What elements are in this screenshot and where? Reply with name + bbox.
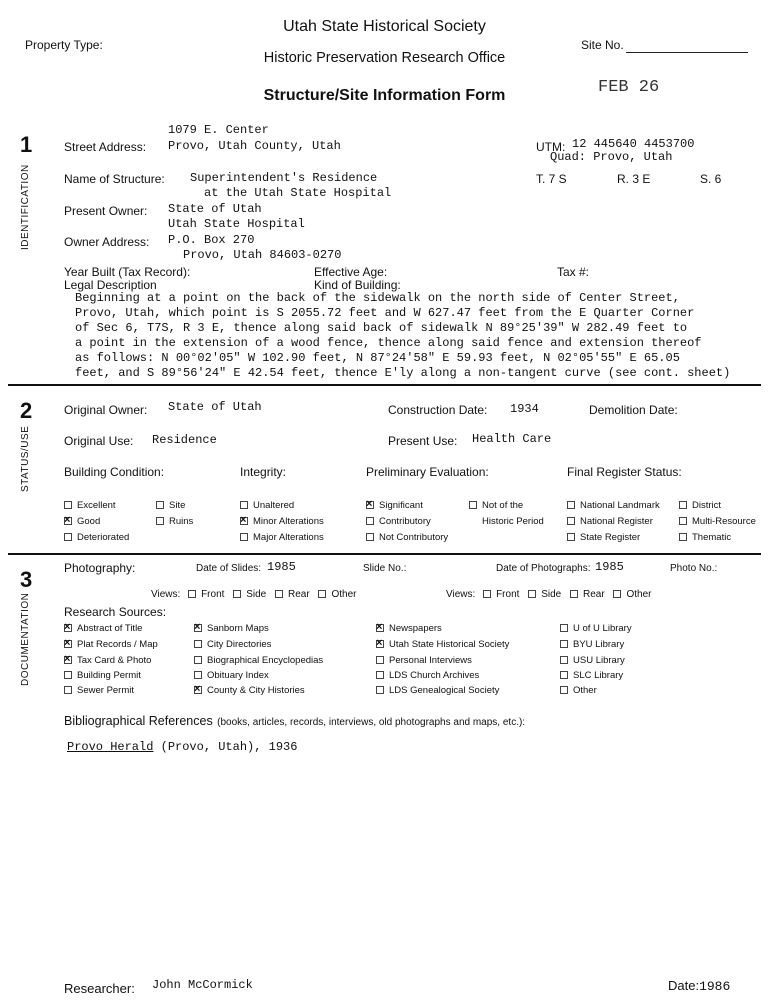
checkbox[interactable] [64, 533, 72, 541]
bibliographical-references-heading [64, 712, 525, 730]
condition-site[interactable]: Site [156, 500, 185, 511]
received-stamp: FEB 26 [598, 78, 660, 97]
owner-address-line2: Provo, Utah 84603-0270 [183, 248, 342, 262]
prelim-not-contributory[interactable]: Not Contributory [366, 532, 448, 543]
date-field [668, 978, 730, 994]
section-2-label: STATUS/USE [20, 425, 31, 492]
date-of-photos-label: Date of Photographs: [496, 563, 591, 574]
effective-age-label: Effective Age: [314, 265, 388, 279]
checkbox[interactable] [560, 656, 568, 664]
view-front: Front [496, 589, 520, 600]
checkbox-checked[interactable] [64, 624, 72, 632]
checkbox[interactable] [567, 517, 575, 525]
source-abstract-of-title[interactable]: ×Abstract of Title [64, 623, 142, 634]
present-owner-line2: Utah State Hospital [168, 217, 305, 231]
quad-value: Provo, Utah [593, 150, 673, 164]
range: R. 3 E [617, 172, 651, 186]
checkbox[interactable] [156, 517, 164, 525]
view-other: Other [626, 589, 652, 600]
biblio-title: Provo Herald [67, 740, 154, 754]
integrity-heading: Integrity: [240, 465, 287, 479]
present-owner-label: Present Owner: [64, 204, 148, 218]
property-type-label: Property Type: [25, 38, 103, 52]
street-address-label: Street Address: [64, 140, 147, 154]
office-name: Historic Preservation Research Office [263, 50, 506, 66]
checkbox[interactable] [376, 686, 384, 694]
source-lds-genealogical[interactable]: LDS Genealogical Society [376, 685, 499, 696]
building-condition-heading: Building Condition: [64, 465, 165, 479]
site-no-label: Site No. [581, 38, 624, 52]
slide-no-label: Slide No.: [363, 563, 407, 574]
checkbox[interactable] [194, 671, 202, 679]
date-of-slides-label: Date of Slides: [196, 563, 262, 574]
source-sanborn-maps[interactable]: ×Sanborn Maps [194, 623, 269, 634]
photo-no-label: Photo No.: [670, 563, 718, 574]
checkbox[interactable] [570, 590, 578, 598]
condition-ruins[interactable]: Ruins [156, 516, 193, 527]
source-obituary-index[interactable]: Obituary Index [194, 670, 269, 681]
utm-label: UTM: [536, 140, 566, 154]
biblio-label: Bibliographical References [64, 714, 213, 728]
section-2-number: 2 [20, 398, 33, 423]
structure-name-line2: at the Utah State Hospital [204, 186, 392, 200]
date-label: Date: [668, 978, 700, 993]
checkbox[interactable] [275, 590, 283, 598]
integrity-unaltered[interactable]: Unaltered [240, 500, 294, 511]
checkbox-checked[interactable] [64, 517, 72, 525]
checkbox[interactable] [64, 686, 72, 694]
checkbox-checked[interactable] [240, 517, 248, 525]
researcher-value: John McCormick [152, 978, 253, 992]
view-rear: Rear [582, 589, 605, 600]
source-personal-interviews[interactable]: Personal Interviews [376, 655, 472, 666]
source-usu-library[interactable]: USU Library [560, 655, 625, 666]
checkbox[interactable] [318, 590, 326, 598]
org-name: Utah State Historical Society [283, 18, 486, 35]
view-side: Side [246, 589, 267, 600]
checkbox-checked[interactable] [376, 624, 384, 632]
checkbox[interactable] [194, 640, 202, 648]
photography-label: Photography: [64, 561, 136, 575]
final-national-register[interactable]: National Register [567, 516, 653, 527]
section-no: S. 6 [700, 172, 722, 186]
legal-description-label: Legal Description [64, 278, 157, 292]
checkbox[interactable] [366, 533, 374, 541]
source-ushs[interactable]: ×Utah State Historical Society [376, 639, 509, 650]
integrity-major[interactable]: Major Alterations [240, 532, 324, 543]
checkbox[interactable] [567, 533, 575, 541]
checkbox[interactable] [528, 590, 536, 598]
checkbox[interactable] [376, 656, 384, 664]
checkbox-checked[interactable] [194, 686, 202, 694]
condition-excellent[interactable]: Excellent [64, 500, 116, 511]
section-3-label: DOCUMENTATION [20, 592, 31, 686]
checkbox[interactable] [64, 671, 72, 679]
checkbox[interactable] [679, 501, 687, 509]
checkbox-checked[interactable] [194, 624, 202, 632]
kind-of-building-label: Kind of Building: [314, 278, 401, 292]
biblio-rest: (Provo, Utah), 1936 [153, 740, 298, 754]
source-biographical[interactable]: Biographical Encyclopedias [194, 655, 323, 666]
source-city-directories[interactable]: City Directories [194, 639, 271, 650]
checkbox-checked[interactable] [366, 501, 374, 509]
views-label: Views: [446, 589, 476, 600]
checkbox[interactable] [679, 533, 687, 541]
checkbox[interactable] [156, 501, 164, 509]
final-district[interactable]: District [679, 500, 721, 511]
street-address-line1: 1079 E. Center [168, 123, 269, 137]
final-register-heading: Final Register Status: [567, 465, 682, 479]
legal-line: as follows: N 00°02'05" W 102.90 feet, N 87°24'58" E 59.93 feet, N 02°05'55" E 65.05 [75, 351, 680, 365]
research-sources-label: Research Sources: [64, 605, 167, 619]
prelim-contributory[interactable]: Contributory [366, 516, 431, 527]
source-tax-card[interactable]: ×Tax Card & Photo [64, 655, 151, 666]
construction-date-value: 1934 [510, 402, 539, 416]
checkbox[interactable] [560, 640, 568, 648]
checkbox[interactable] [366, 517, 374, 525]
source-slc-library[interactable]: SLC Library [560, 670, 623, 681]
checkbox-checked[interactable] [64, 656, 72, 664]
final-state-register[interactable]: State Register [567, 532, 640, 543]
checkbox-checked[interactable] [64, 640, 72, 648]
owner-address-line1: P.O. Box 270 [168, 233, 255, 247]
checkbox[interactable] [679, 517, 687, 525]
township: T. 7 S [536, 172, 567, 186]
biblio-note: (books, articles, records, interviews, old photographs and maps, etc.): [217, 717, 526, 728]
checkbox-checked[interactable] [376, 640, 384, 648]
checkbox[interactable] [194, 656, 202, 664]
present-use-value: Health Care [472, 432, 552, 446]
legal-line: of Sec 6, T7S, R 3 E, thence along said back of sidewalk N 89°25'39" W 282.49 feet to [75, 321, 688, 335]
source-county-city-histories[interactable]: ×County & City Histories [194, 685, 305, 696]
section-1-label: IDENTIFICATION [20, 164, 31, 250]
divider-2 [8, 553, 761, 555]
view-side: Side [541, 589, 562, 600]
prelim-historic-period: Historic Period [482, 516, 544, 527]
original-use-label: Original Use: [64, 434, 134, 448]
original-use-value: Residence [152, 433, 217, 447]
tax-number-label: Tax #: [557, 265, 590, 279]
checkbox[interactable] [376, 671, 384, 679]
photo-views [446, 589, 651, 600]
researcher-label: Researcher: [64, 981, 135, 996]
divider-1 [8, 384, 761, 386]
views-label: Views: [151, 589, 181, 600]
legal-line: Beginning at a point on the back of the sidewalk on the north side of Center Street, [75, 291, 680, 305]
preliminary-evaluation-heading: Preliminary Evaluation: [366, 465, 489, 479]
owner-address-label: Owner Address: [64, 235, 150, 249]
date-of-photos-value: 1985 [595, 560, 624, 574]
checkbox[interactable] [64, 501, 72, 509]
legal-line: a point in the extension of a wood fence, thence along said fence and extension thereof [75, 336, 702, 350]
view-other: Other [331, 589, 357, 600]
source-plat-records[interactable]: ×Plat Records / Map [64, 639, 158, 650]
legal-line: feet, and S 89°56'24" E 42.54 feet, thence E'ly along a non-tangent curve (see cont. sheet) [75, 366, 731, 380]
checkbox[interactable] [240, 533, 248, 541]
checkbox[interactable] [483, 590, 491, 598]
present-owner-line1: State of Utah [168, 202, 262, 216]
year-built-label: Year Built (Tax Record): [64, 265, 191, 279]
legal-description-text [75, 291, 730, 381]
date-of-slides-value: 1985 [267, 560, 296, 574]
structure-name-line1: Superintendent's Residence [190, 171, 378, 185]
condition-good[interactable]: ×Good [64, 516, 100, 527]
checkbox[interactable] [188, 590, 196, 598]
demolition-date-label: Demolition Date: [589, 403, 678, 417]
source-building-permit[interactable]: Building Permit [64, 670, 141, 681]
checkbox[interactable] [560, 624, 568, 632]
section-3-number: 3 [20, 567, 33, 592]
final-multi-resource[interactable]: Multi-Resource [679, 516, 756, 527]
checkbox[interactable] [240, 501, 248, 509]
date-value: 1986 [699, 979, 731, 994]
quad-label: Quad: [550, 150, 587, 164]
section-1-number: 1 [20, 132, 33, 157]
prelim-not-of-period[interactable]: Not of the [469, 500, 523, 511]
source-other[interactable]: Other [560, 685, 597, 696]
legal-line: Provo, Utah, which point is S 2055.72 feet and W 627.47 feet from the E Quarter Corner [75, 306, 695, 320]
present-use-label: Present Use: [388, 434, 458, 448]
original-owner-label: Original Owner: [64, 403, 148, 417]
source-newspapers[interactable]: ×Newspapers [376, 623, 442, 634]
checkbox[interactable] [560, 686, 568, 694]
source-u-of-u-library[interactable]: U of U Library [560, 623, 632, 634]
source-sewer-permit[interactable]: Sewer Permit [64, 685, 134, 696]
integrity-minor[interactable]: ×Minor Alterations [240, 516, 324, 527]
view-front: Front [201, 589, 225, 600]
checkbox[interactable] [469, 501, 477, 509]
checkbox[interactable] [567, 501, 575, 509]
original-owner-value: State of Utah [168, 400, 262, 414]
checkbox[interactable] [560, 671, 568, 679]
form-title: Structure/Site Information Form [263, 87, 506, 104]
construction-date-label: Construction Date: [388, 403, 488, 417]
structure-name-label: Name of Structure: [64, 172, 165, 186]
street-address-line2: Provo, Utah County, Utah [168, 139, 341, 153]
source-byu-library[interactable]: BYU Library [560, 639, 624, 650]
bibliography-entry [67, 740, 297, 754]
checkbox[interactable] [233, 590, 241, 598]
final-national-landmark[interactable]: National Landmark [567, 500, 660, 511]
quad-field [550, 150, 672, 164]
checkbox[interactable] [613, 590, 621, 598]
prelim-significant[interactable]: ×Significant [366, 500, 423, 511]
source-lds-church-archives[interactable]: LDS Church Archives [376, 670, 479, 681]
view-rear: Rear [287, 589, 310, 600]
condition-deteriorated[interactable]: Deteriorated [64, 532, 129, 543]
slide-views [151, 589, 356, 600]
final-thematic[interactable]: Thematic [679, 532, 731, 543]
utm-value: 12 445640 4453700 [572, 137, 695, 151]
